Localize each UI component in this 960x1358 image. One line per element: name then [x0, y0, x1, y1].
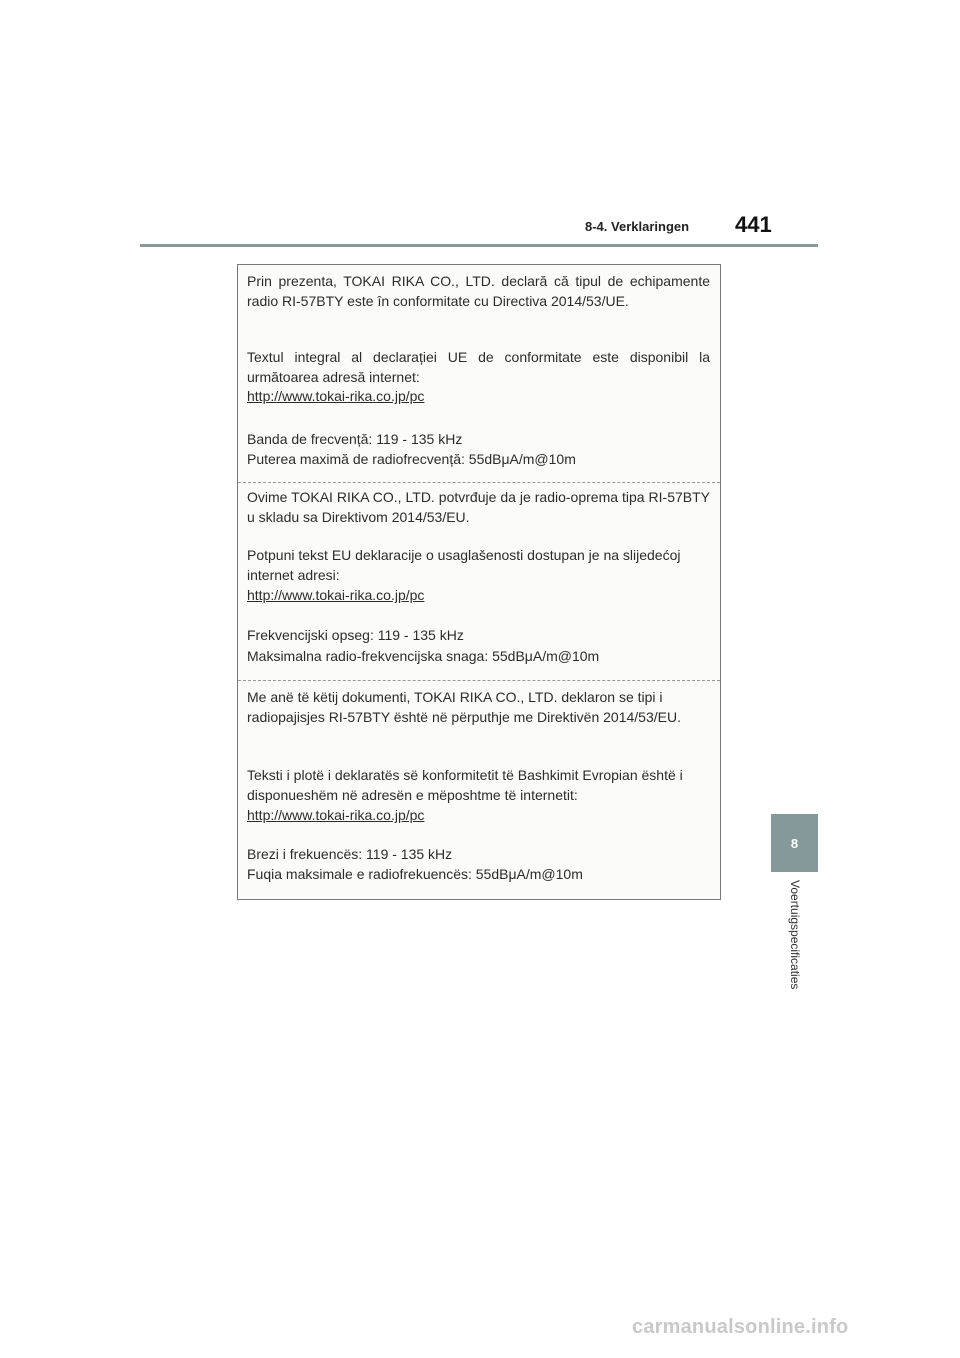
declaration-box [237, 264, 721, 900]
section-title: 8-4. Verklaringen [585, 219, 690, 234]
declaration-bosnian [238, 482, 720, 680]
declaration-full-text-note: Potpuni tekst EU deklaracije o usaglašenosti dostupan je na slijedećoj internet adresi: [247, 547, 681, 583]
frequency-band: Brezi i frekuencës: 119 - 135 kHz [247, 846, 453, 862]
chapter-label: Voertuigspecificaties [787, 880, 802, 990]
chapter-tab[interactable] [771, 814, 818, 872]
declaration-intro: Me anë të këtij dokumenti, TOKAI RIKA CO., LTD. deklaron se tipi i radiopajisjes RI-57BTY është në përputhje me Direktivën 2014/53/EU. [247, 689, 681, 725]
max-power: Puterea maximă de radiofrecvență: 55dBμA/m@10m [247, 451, 576, 467]
declaration-full-text-note: Textul integral al declarației UE de conformitate este disponibil la următoarea adresă internet: [247, 349, 710, 385]
declaration-intro: Ovime TOKAI RIKA CO., LTD. potvrđuje da je radio-oprema tipa RI-57BTY u skladu sa Direktivom 2014/53/EU. [247, 489, 710, 525]
declaration-link[interactable]: http://www.tokai-rika.co.jp/pc [247, 388, 425, 404]
declaration-link[interactable]: http://www.tokai-rika.co.jp/pc [247, 807, 425, 823]
watermark: carmanualsonline.info [632, 1316, 849, 1338]
declaration-link[interactable]: http://www.tokai-rika.co.jp/pc [247, 587, 425, 603]
declaration-romanian [238, 265, 720, 482]
chapter-label-container [771, 880, 818, 1010]
header-divider [140, 244, 818, 247]
frequency-band: Frekvencijski opseg: 119 - 135 kHz [247, 627, 464, 643]
max-power: Maksimalna radio-frekvencijska snaga: 55dBμA/m@10m [247, 648, 600, 664]
declaration-albanian [238, 680, 720, 900]
frequency-band: Banda de frecvență: 119 - 135 kHz [247, 431, 463, 447]
page-number: 441 [735, 212, 772, 237]
max-power: Fuqia maksimale e radiofrekuencës: 55dBμA/m@10m [247, 866, 583, 882]
declaration-intro: Prin prezenta, TOKAI RIKA CO., LTD. declară că tipul de echipamente radio RI-57BTY este în conformitate cu Directiva 2014/53/UE. [247, 273, 710, 309]
declaration-full-text-note: Teksti i plotë i deklaratës së konformitetit të Bashkimit Evropian është i disponueshëm në adresën e mëposhtme të internetit: [247, 767, 683, 803]
chapter-number: 8 [790, 835, 799, 851]
